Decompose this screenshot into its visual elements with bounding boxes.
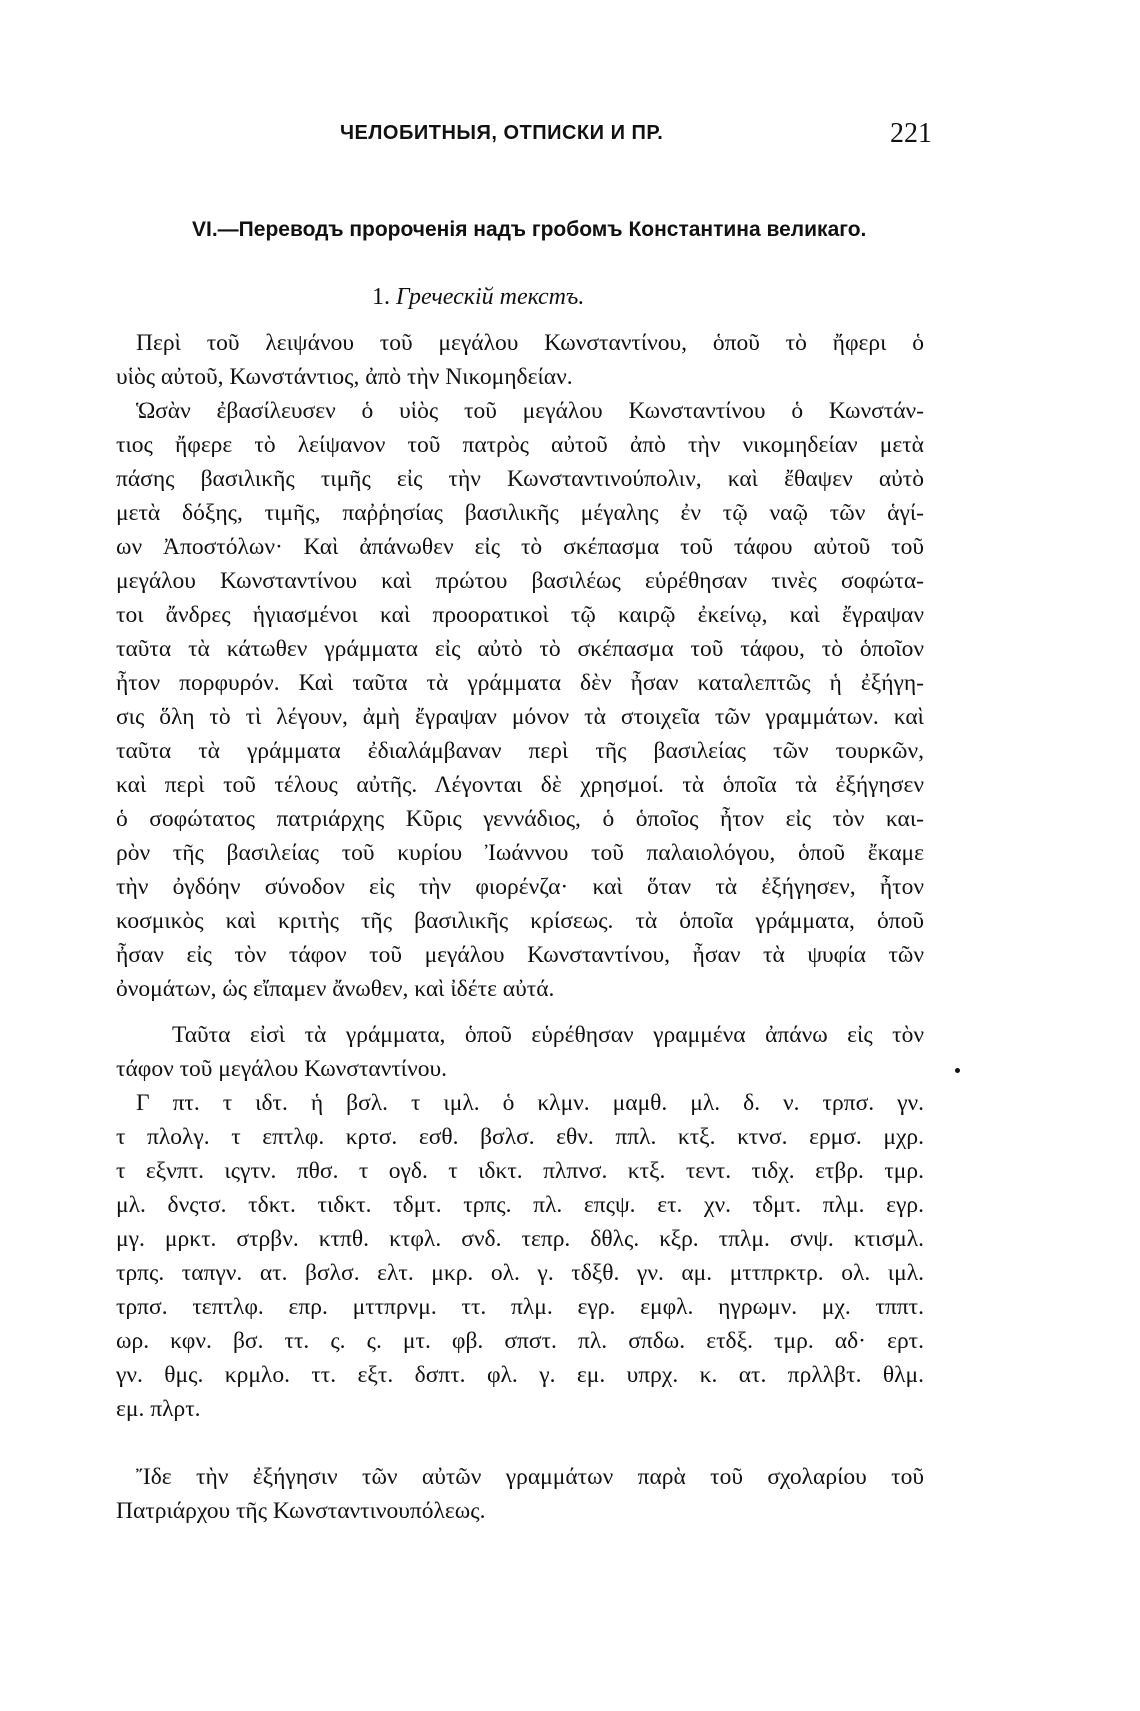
text-line: τάφον τοῦ μεγάλου Κωνσταντίνου. bbox=[116, 1056, 447, 1082]
text-line: σις ὅλη τὸ τὶ λέγουν, ἀμὴ ἔγραψαν μόνον τὰ στοιχεῖα τῶν γραμμάτων. καὶ bbox=[116, 704, 924, 730]
text-line: ταῦτα τὰ κάτωθεν γράμματα εἰς αὐτὸ τὸ σκέπασμα τοῦ τάφου, τὸ ὁποῖον bbox=[116, 636, 924, 662]
text-line: τρπσ. τεπτλφ. επρ. μττπρνμ. ττ. πλμ. εγρ. εμφλ. ηγρωμν. μχ. τππτ. bbox=[116, 1294, 924, 1320]
text-line: καὶ περὶ τοῦ τέλους αὐτῆς. Λέγονται δὲ χρησμοί. τὰ ὁποῖα τὰ ἐξήγησεν bbox=[116, 772, 924, 798]
text-line: ταῦτα τὰ γράμματα ἐδιαλάμβαναν περὶ τῆς βασιλείας τῶν τουρκῶν, bbox=[116, 738, 924, 764]
text-line: υἱὸς αὐτοῦ, Κωνστάντιος, ἀπὸ τὴν Νικομηδείαν. bbox=[116, 364, 573, 390]
text-line: Γ πτ. τ ιδτ. ἡ βσλ. τ ιμλ. ὁ κλμν. μαμθ. μλ. δ. ν. τρπσ. γν. bbox=[136, 1090, 924, 1116]
text-line: τὴν ὀγδόην σύνοδον εἰς τὴν φιορένζα· καὶ ὅταν τὰ ἐξήγησεν, ἦτον bbox=[116, 874, 924, 900]
text-line: τ εξνπτ. ιςγτν. πθσ. τ ογδ. τ ιδκτ. πλπνσ. κτξ. τεντ. τιδχ. ετβρ. τμρ. bbox=[116, 1158, 924, 1184]
text-line: ὀνομάτων, ὡς εἴπαμεν ἄνωθεν, καὶ ἰδέτε αὐτά. bbox=[116, 976, 555, 1002]
text-line: ων Ἀποστόλων· Καὶ ἀπάνωθεν εἰς τὸ σκέπασμα τοῦ τάφου αὐτοῦ τοῦ bbox=[116, 534, 924, 560]
text-line: Περὶ τοῦ λειψάνου τοῦ μεγάλου Κωνσταντίνου, ὁποῦ τὸ ἤφερι ὁ bbox=[136, 330, 924, 356]
text-line: μλ. δνςτσ. τδκτ. τιδκτ. τδμτ. τρπς. πλ. επςψ. ετ. χν. τδμτ. πλμ. εγρ. bbox=[116, 1192, 924, 1218]
text-line: πάσης βασιλικῆς τιμῆς εἰς τὴν Κωνσταντινούπολιν, καὶ ἔθαψεν αὐτὸ bbox=[116, 466, 924, 492]
text-line: μετὰ δόξης, τιμῆς, παῤῥησίας βασιλικῆς μέγαλης ἐν τῷ ναῷ τῶν ἁγί- bbox=[116, 500, 924, 526]
text-line: τοι ἄνδρες ἡγιασμένοι καὶ προορατικοὶ τῷ καιρῷ ἐκείνῳ, καὶ ἔγραψαν bbox=[116, 602, 924, 628]
text-line: Ταῦτα εἰσὶ τὰ γράμματα, ὁποῦ εὑρέθησαν γραμμένα ἀπάνω εἰς τὸν bbox=[172, 1022, 924, 1048]
text-line: ἦτον πορφυρόν. Καὶ ταῦτα τὰ γράμματα δὲν ἦσαν καταλεπτῶς ἡ ἐξήγη- bbox=[116, 670, 924, 696]
text-line: εμ. πλρτ. bbox=[116, 1396, 201, 1422]
text-line: Ἴδε τὴν ἐξήγησιν τῶν αὐτῶν γραμμάτων παρὰ τοῦ σχολαρίου τοῦ bbox=[136, 1464, 924, 1490]
paragraph-letters-intro bbox=[116, 1018, 924, 1086]
text-line: ωρ. κφν. βσ. ττ. ς. ς. μτ. φβ. σπστ. πλ. σπδω. ετδξ. τμρ. αδ· ερτ. bbox=[116, 1328, 924, 1354]
text-line: Πατριάρχου τῆς Κωνσταντινουπόλεως. bbox=[116, 1498, 486, 1524]
margin-mark bbox=[955, 1068, 960, 1073]
paragraph-explanation-note bbox=[116, 1460, 924, 1528]
subsection-number: 1. bbox=[372, 284, 390, 310]
paragraph-relic-account bbox=[116, 326, 924, 1006]
text-line: γν. θμς. κρμλο. ττ. εξτ. δσπτ. φλ. γ. εμ. υπρχ. κ. ατ. πρλλβτ. θλμ. bbox=[116, 1362, 924, 1388]
running-head: ЧЕЛОБИТНЫЯ, ОТПИСКИ И ПР. bbox=[340, 122, 664, 144]
subsection-title bbox=[372, 284, 584, 311]
text-line: Ὡσὰν ἐβασίλευσεν ὁ υἱὸς τοῦ μεγάλου Κωνσταντίνου ὁ Κωνστάν- bbox=[136, 398, 924, 424]
paragraph-abbreviated-letters bbox=[116, 1086, 924, 1426]
page-number: 221 bbox=[890, 118, 932, 149]
subsection-label: Греческій текстъ. bbox=[396, 284, 585, 310]
text-line: τρπς. ταπγν. ατ. βσλσ. ελτ. μκρ. ολ. γ. τδξθ. γν. αμ. μττπρκτρ. ολ. ιμλ. bbox=[116, 1260, 924, 1286]
text-line: ρὸν τῆς βασιλείας τοῦ κυρίου Ἰωάννου τοῦ παλαιολόγου, ὁποῦ ἔκαμε bbox=[116, 840, 924, 866]
text-line: τ πλολγ. τ επτλφ. κρτσ. εσθ. βσλσ. εθν. ππλ. κτξ. κτνσ. ερμσ. μχρ. bbox=[116, 1124, 924, 1150]
text-line: μγ. μρκτ. στρβν. κτπθ. κτφλ. σνδ. τεπρ. δθλς. κξρ. τπλμ. σνψ. κτισμλ. bbox=[116, 1226, 924, 1252]
text-line: κοσμικὸς καὶ κριτὴς τῆς βασιλικῆς κρίσεως. τὰ ὁποῖα γράμματα, ὁποῦ bbox=[116, 908, 924, 934]
text-line: τιος ἤφερε τὸ λείψανον τοῦ πατρὸς αὐτοῦ ἀπὸ τὴν νικομηδείαν μετὰ bbox=[116, 432, 924, 458]
text-line: ὁ σοφώτατος πατριάρχης Κῦρις γεννάδιος, ὁ ὁποῖος ἦτον εἰς τὸν και- bbox=[116, 806, 924, 832]
section-title: VI.—Переводъ пророченія надъ гробомъ Константина великаго. bbox=[192, 218, 867, 241]
text-line: ἦσαν εἰς τὸν τάφον τοῦ μεγάλου Κωνσταντίνου, ἦσαν τὰ ψυφία τῶν bbox=[116, 942, 924, 968]
text-line: μεγάλου Κωνσταντίνου καὶ πρώτου βασιλέως εὑρέθησαν τινὲς σοφώτα- bbox=[116, 568, 924, 594]
